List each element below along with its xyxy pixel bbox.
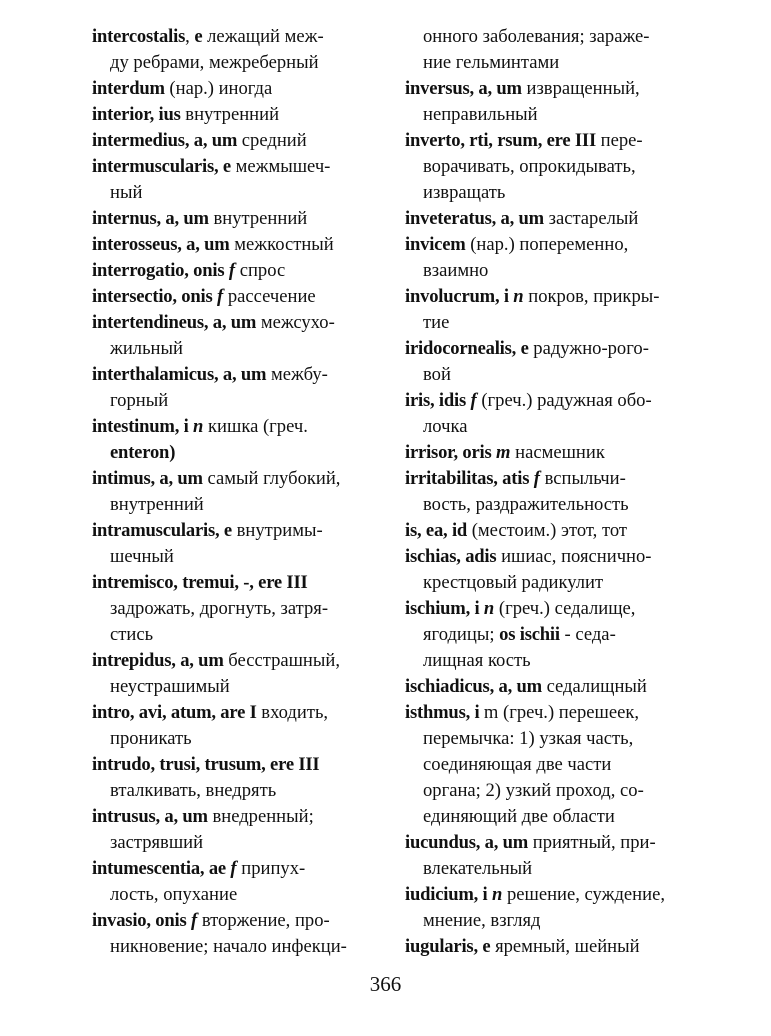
headword: e xyxy=(194,26,203,47)
dictionary-entry xyxy=(92,804,375,856)
dictionary-entry xyxy=(92,414,375,466)
definition-text: застарелый xyxy=(543,208,639,229)
headword: ischias, adis xyxy=(405,546,497,567)
entry-continuation: вость, раздражительность xyxy=(423,494,629,515)
entry-continuation: неустрашимый xyxy=(110,676,230,697)
definition-text: (греч.) радужная обо- xyxy=(476,390,652,411)
headword: intramuscularis, e xyxy=(92,520,232,541)
headword: iugularis, e xyxy=(405,936,491,957)
headword: invicem xyxy=(405,234,466,255)
entry-continuation: лочка xyxy=(423,416,468,437)
definition-text: средний xyxy=(237,130,307,151)
entry-first-line xyxy=(405,130,643,151)
gender-mark: f xyxy=(191,910,198,931)
headword: ischiadicus, a, um xyxy=(405,676,542,697)
dictionary-entry xyxy=(92,752,375,804)
entry-first-line xyxy=(92,312,335,333)
definition-text: седалищный xyxy=(541,676,647,697)
entry-continuation: влекательный xyxy=(423,858,533,879)
dictionary-entry xyxy=(405,232,687,284)
entry-first-line xyxy=(92,286,316,307)
headword: invasio, onis xyxy=(92,910,191,931)
entry-first-line xyxy=(405,338,649,359)
headword: intermuscularis, e xyxy=(92,156,231,177)
dictionary-entry xyxy=(405,518,687,544)
dictionary-entry xyxy=(405,934,687,960)
definition-text: (греч.) седалище, xyxy=(494,598,636,619)
headword: intrepidus, a, um xyxy=(92,650,224,671)
dictionary-entry xyxy=(405,596,687,674)
definition-text: m (греч.) перешеек, xyxy=(483,702,640,723)
entry-first-line xyxy=(92,858,305,879)
entry-first-line xyxy=(405,286,659,307)
definition-text: ягодицы; xyxy=(423,624,500,645)
gender-mark: f xyxy=(228,260,236,281)
definition-text: спрос xyxy=(235,260,286,281)
definition-text: яремный, шейный xyxy=(490,936,640,957)
definition-text: межмышеч- xyxy=(230,156,331,177)
entry-first-line xyxy=(92,78,272,99)
definition-text: - седа- xyxy=(559,624,616,645)
gender-mark: n xyxy=(483,598,495,619)
definition-text: межбу- xyxy=(266,364,328,385)
entry-first-line xyxy=(92,650,340,671)
entry-continuation: задрожать, дрогнуть, затря- xyxy=(110,598,329,619)
entry-first-line xyxy=(92,104,279,125)
gender-mark: f xyxy=(470,390,477,411)
gender-mark: f xyxy=(230,858,237,879)
dictionary-entry xyxy=(92,466,375,518)
entry-continuation: застрявший xyxy=(110,832,204,853)
entry-continuation: ду ребрами, межреберный xyxy=(110,52,319,73)
headword: intrudo, trusi, trusum, ere III xyxy=(92,754,320,775)
entry-continuation: неправильный xyxy=(423,104,538,125)
entry-continuation: органа; 2) узкий проход, со- xyxy=(423,780,644,801)
headword: interdum xyxy=(92,78,165,99)
entry-first-line xyxy=(92,130,307,151)
entry-continuation: взаимно xyxy=(423,260,489,281)
entry-first-line xyxy=(405,832,656,853)
definition-text: радужно-рого- xyxy=(528,338,649,359)
entry-first-line xyxy=(92,468,340,489)
dictionary-entry xyxy=(92,310,375,362)
dictionary-entry xyxy=(92,570,375,648)
dictionary-entry xyxy=(405,284,687,336)
headword: intersectio, onis xyxy=(92,286,217,307)
headword: inversus, a, um xyxy=(405,78,522,99)
headword: intremisco, tremui, -, ere III xyxy=(92,572,308,593)
entry-continuation xyxy=(405,622,687,648)
left-column xyxy=(92,24,375,960)
headword: irrisor, oris xyxy=(405,442,497,463)
dictionary-entry xyxy=(92,102,375,128)
gender-mark: n xyxy=(491,884,503,905)
entry-first-line xyxy=(92,208,307,229)
entry-first-line xyxy=(92,260,285,281)
dictionary-entry xyxy=(92,856,375,908)
dictionary-entry xyxy=(405,882,687,934)
entry-first-line xyxy=(405,884,665,905)
definition-text: (нар.) попеременно, xyxy=(465,234,629,255)
dictionary-entry xyxy=(92,284,375,310)
dictionary-entry xyxy=(405,544,687,596)
page-number: 366 xyxy=(369,972,402,996)
entry-continuation: горный xyxy=(110,390,169,411)
entry-first-line xyxy=(92,806,314,827)
definition-text: межкостный xyxy=(229,234,334,255)
dictionary-entry xyxy=(405,466,687,518)
definition-text: кишка (греч. xyxy=(203,416,308,437)
dictionary-entry xyxy=(405,24,687,76)
headword: os ischii xyxy=(499,624,560,645)
headword: intestinum, i xyxy=(92,416,194,437)
definition-text: бесстрашный, xyxy=(223,650,340,671)
entry-continuation: проникать xyxy=(110,728,192,749)
gender-mark: n xyxy=(193,416,204,437)
dictionary-entry xyxy=(92,76,375,102)
headword: iucundus, a, um xyxy=(405,832,529,853)
dictionary-entry xyxy=(92,258,375,284)
entry-continuation: вталкивать, внедрять xyxy=(110,780,277,801)
headword: inveteratus, a, um xyxy=(405,208,544,229)
definition-text: припух- xyxy=(236,858,306,879)
definition-text: вспыльчи- xyxy=(539,468,626,489)
dictionary-entry xyxy=(405,206,687,232)
definition-text: (местоим.) этот, тот xyxy=(467,520,628,541)
headword: intercostalis xyxy=(92,26,186,47)
definition-text: внутренний xyxy=(180,104,280,125)
definition-text: решение, суждение, xyxy=(502,884,665,905)
gender-mark: n xyxy=(513,286,524,307)
dictionary-entry xyxy=(92,154,375,206)
right-column xyxy=(405,24,687,960)
headword: intermedius, a, um xyxy=(92,130,238,151)
headword: intrusus, a, um xyxy=(92,806,208,827)
headword: iris, idis xyxy=(405,390,471,411)
gender-mark: f xyxy=(533,468,540,489)
headword: interosseus, a, um xyxy=(92,234,230,255)
headword: intumescentia, ae xyxy=(92,858,231,879)
entry-continuation: ворачивать, опрокидывать, xyxy=(423,156,636,177)
entry-continuation: ние гельминтами xyxy=(423,52,560,73)
definition-text: приятный, при- xyxy=(528,832,656,853)
entry-first-line xyxy=(405,546,652,567)
headword: iridocornealis, e xyxy=(405,338,529,359)
headword: intertendineus, a, um xyxy=(92,312,257,333)
entry-first-line xyxy=(405,702,639,723)
entry-first-line xyxy=(92,754,319,775)
entry-first-line xyxy=(405,208,638,229)
dictionary-entry xyxy=(92,232,375,258)
headword: interior, ius xyxy=(92,104,181,125)
definition-text: входить, xyxy=(256,702,329,723)
entry-continuation: мнение, взгляд xyxy=(423,910,541,931)
dictionary-entry xyxy=(92,128,375,154)
definition-text: внутримы- xyxy=(231,520,323,541)
headword: inverto, rti, rsum, ere III xyxy=(405,130,596,151)
entry-first-line xyxy=(92,234,334,255)
entry-first-line xyxy=(92,364,328,385)
headword: iudicium, i xyxy=(405,884,492,905)
dictionary-entry xyxy=(405,76,687,128)
dictionary-entry xyxy=(405,830,687,882)
definition-text: покров, прикры- xyxy=(523,286,660,307)
definition-text: (нар.) иногда xyxy=(164,78,273,99)
entry-first-line xyxy=(92,416,308,437)
dictionary-entry xyxy=(92,518,375,570)
entry-first-line xyxy=(405,78,640,99)
definition-text: , xyxy=(185,26,195,47)
dictionary-entry xyxy=(92,362,375,414)
gender-mark: m xyxy=(496,442,511,463)
headword: irritabilitas, atis xyxy=(405,468,534,489)
entry-first-line xyxy=(92,702,328,723)
entry-continuation: жильный xyxy=(110,338,183,359)
entry-continuation: лость, опухание xyxy=(110,884,238,905)
headword: is, ea, id xyxy=(405,520,468,541)
definition-text: пере- xyxy=(596,130,643,151)
entry-continuation: внутренний xyxy=(110,494,204,515)
headword: internus, a, um xyxy=(92,208,209,229)
definition-text: ишиас, пояснично- xyxy=(496,546,652,567)
entry-continuation: онного заболевания; зараже- xyxy=(423,26,650,47)
entry-continuation: тие xyxy=(423,312,450,333)
entry-first-line xyxy=(92,26,324,47)
dictionary-entry xyxy=(92,700,375,752)
definition-text: внедренный; xyxy=(207,806,314,827)
entry-continuation: извращать xyxy=(423,182,506,203)
dictionary-entry xyxy=(92,24,375,76)
definition-text: лежащий меж- xyxy=(202,26,324,47)
entry-continuation: единяющий две области xyxy=(423,806,615,827)
entry-first-line xyxy=(405,442,605,463)
dictionary-entry xyxy=(405,128,687,206)
entry-first-line xyxy=(405,936,640,957)
dictionary-entry xyxy=(92,648,375,700)
definition-text: насмешник xyxy=(510,442,605,463)
entry-continuation: никновение; начало инфекци- xyxy=(110,936,347,957)
dictionary-entry xyxy=(405,700,687,830)
definition-text: извращенный, xyxy=(521,78,640,99)
headword: interthalamicus, a, um xyxy=(92,364,267,385)
entry-continuation: крестцовый радикулит xyxy=(423,572,604,593)
headword: isthmus, i xyxy=(405,702,484,723)
headword: interrogatio, onis xyxy=(92,260,229,281)
dictionary-entry xyxy=(405,674,687,700)
headword: ischium, i xyxy=(405,598,484,619)
entry-continuation: лищная кость xyxy=(423,650,531,671)
definition-text: рассечение xyxy=(223,286,316,307)
entry-continuation xyxy=(92,440,375,466)
dictionary-entry xyxy=(405,440,687,466)
entry-first-line xyxy=(405,468,626,489)
headword: intimus, a, um xyxy=(92,468,203,489)
entry-first-line xyxy=(405,520,627,541)
entry-first-line xyxy=(405,234,628,255)
definition-text: внутренний xyxy=(208,208,308,229)
headword: enteron) xyxy=(110,442,176,463)
headword: intro, avi, atum, are I xyxy=(92,702,257,723)
entry-first-line xyxy=(405,676,647,697)
headword: involucrum, i xyxy=(405,286,514,307)
entry-continuation: перемычка: 1) узкая часть, xyxy=(423,728,634,749)
dictionary-entry xyxy=(92,206,375,232)
entry-first-line xyxy=(92,910,330,931)
gender-mark: f xyxy=(217,286,224,307)
entry-continuation: шечный xyxy=(110,546,174,567)
definition-text: самый глубокий, xyxy=(202,468,341,489)
entry-continuation: вой xyxy=(423,364,451,385)
entry-first-line xyxy=(92,156,330,177)
dictionary-entry xyxy=(405,336,687,388)
entry-first-line xyxy=(405,390,652,411)
dictionary-entry xyxy=(92,908,375,960)
definition-text: вторжение, про- xyxy=(197,910,330,931)
entry-continuation: стись xyxy=(110,624,154,645)
entry-first-line xyxy=(92,520,323,541)
entry-continuation: соединяющая две части xyxy=(423,754,612,775)
entry-continuation: ный xyxy=(110,182,143,203)
entry-first-line xyxy=(92,572,308,593)
dictionary-entry xyxy=(405,388,687,440)
definition-text: межсухо- xyxy=(256,312,335,333)
entry-first-line xyxy=(405,598,635,619)
